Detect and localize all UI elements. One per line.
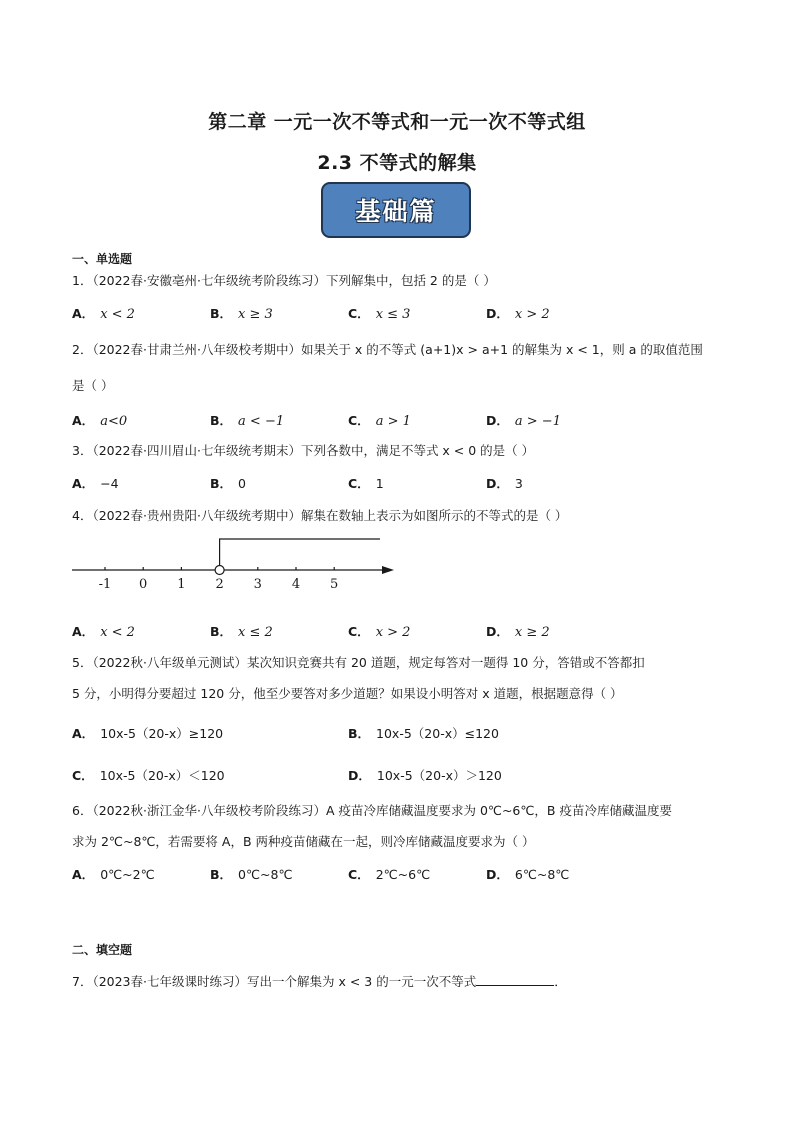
q2-option-b[interactable]: B． a < −1 xyxy=(210,413,285,429)
q5-option-d[interactable]: D． 10x-5（20-x）＞120 xyxy=(348,768,502,783)
number-line-tick-label: 2 xyxy=(215,577,224,592)
badge-label: 基础篇 xyxy=(355,197,437,226)
answer-blank[interactable] xyxy=(476,973,554,986)
number-line-tick-label: -1 xyxy=(98,577,112,592)
question-1: 1．（2022春·安徽亳州·七年级统考阶段练习）下列解集中，包括 2 的是（ ） xyxy=(72,273,496,288)
q2-option-d[interactable]: D． a > −1 xyxy=(486,413,561,429)
question-5-line-2: 5 分，小明得分要超过 120 分，他至少要答对多少道题？如果设小明答对 x 道题，根据题意得（ ） xyxy=(72,686,623,701)
q6-option-c[interactable]: C． 2℃~6℃ xyxy=(348,867,431,882)
section-title: 2.3 不等式的解集 xyxy=(317,152,477,174)
q1-option-d[interactable]: D． x > 2 xyxy=(486,306,550,322)
section-heading-fill-blank: 二、填空题 xyxy=(72,943,133,957)
q3-option-a[interactable]: A． −4 xyxy=(72,476,119,491)
chapter-title: 第二章 一元一次不等式和一元一次不等式组 xyxy=(208,111,586,133)
q6-option-a[interactable]: A． 0℃~2℃ xyxy=(72,867,155,882)
question-6-line-2: 求为 2℃~8℃，若需要将 A，B 两种疫苗储藏在一起，则冷库储藏温度要求为（ ） xyxy=(72,834,535,849)
number-line-tick-label: 1 xyxy=(177,577,186,592)
q1-option-b[interactable]: B． x ≥ 3 xyxy=(210,306,273,322)
number-line-tick-label: 0 xyxy=(139,577,148,592)
question-7-end: ． xyxy=(554,974,567,989)
question-4: 4．（2022春·贵州贵阳·八年级统考期中）解集在数轴上表示为如图所示的不等式的是（ ） xyxy=(72,508,568,523)
difficulty-badge xyxy=(321,182,471,238)
q3-option-c[interactable]: C． 1 xyxy=(348,476,384,491)
open-endpoint-marker xyxy=(215,566,224,575)
q6-option-b[interactable]: B． 0℃~8℃ xyxy=(210,867,293,882)
question-2-line-1: 2．（2022春·甘肃兰州·八年级校考期中）如果关于 x 的不等式 (a+1)x > a+1 的解集为 x < 1，则 a 的取值范围 xyxy=(72,342,703,357)
q4-option-b[interactable]: B． x ≤ 2 xyxy=(210,624,273,640)
question-7-text: 7．（2023春·七年级课时练习）写出一个解集为 x < 3 的一元一次不等式 xyxy=(72,974,477,989)
q5-option-b[interactable]: B． 10x-5（20-x）≤120 xyxy=(348,726,499,741)
solution-range-line xyxy=(220,539,380,566)
q2-option-a[interactable]: A． a<0 xyxy=(72,413,128,429)
number-line-labels xyxy=(99,577,339,592)
q1-option-c[interactable]: C． x ≤ 3 xyxy=(348,306,411,322)
question-7 xyxy=(72,972,567,992)
question-3: 3．（2022春·四川眉山·七年级统考期末）下列各数中，满足不等式 x < 0 的是（ ） xyxy=(72,443,535,458)
question-2-line-2: 是（ ） xyxy=(72,378,114,393)
q1-option-a[interactable]: A． x < 2 xyxy=(72,306,135,322)
q4-option-d[interactable]: D． x ≥ 2 xyxy=(486,624,550,640)
number-line-figure xyxy=(68,532,408,596)
question-6-line-1: 6．（2022秋·浙江金华·八年级校考阶段练习）A 疫苗冷库储藏温度要求为 0℃~6℃，B 疫苗冷库储藏温度要 xyxy=(72,803,672,818)
q5-option-c[interactable]: C． 10x-5（20-x）＜120 xyxy=(72,768,225,783)
axis-arrow-icon xyxy=(382,566,394,574)
q6-option-d[interactable]: D． 6℃~8℃ xyxy=(486,867,570,882)
number-line-tick-label: 5 xyxy=(330,577,339,592)
section-heading-single-choice: 一、单选题 xyxy=(72,252,133,266)
q2-option-c[interactable]: C． a > 1 xyxy=(348,413,411,429)
q4-option-a[interactable]: A． x < 2 xyxy=(72,624,135,640)
question-5-line-1: 5．（2022秋·八年级单元测试）某次知识竞赛共有 20 道题，规定每答对一题得 10 分，答错或不答都扣 xyxy=(72,655,645,670)
q4-option-c[interactable]: C． x > 2 xyxy=(348,624,411,640)
q3-option-b[interactable]: B． 0 xyxy=(210,476,246,491)
number-line-tick-label: 4 xyxy=(291,577,301,592)
number-line-tick-label: 3 xyxy=(253,577,262,592)
q5-option-a[interactable]: A． 10x-5（20-x）≥120 xyxy=(72,726,224,741)
q3-option-d[interactable]: D． 3 xyxy=(486,476,523,491)
